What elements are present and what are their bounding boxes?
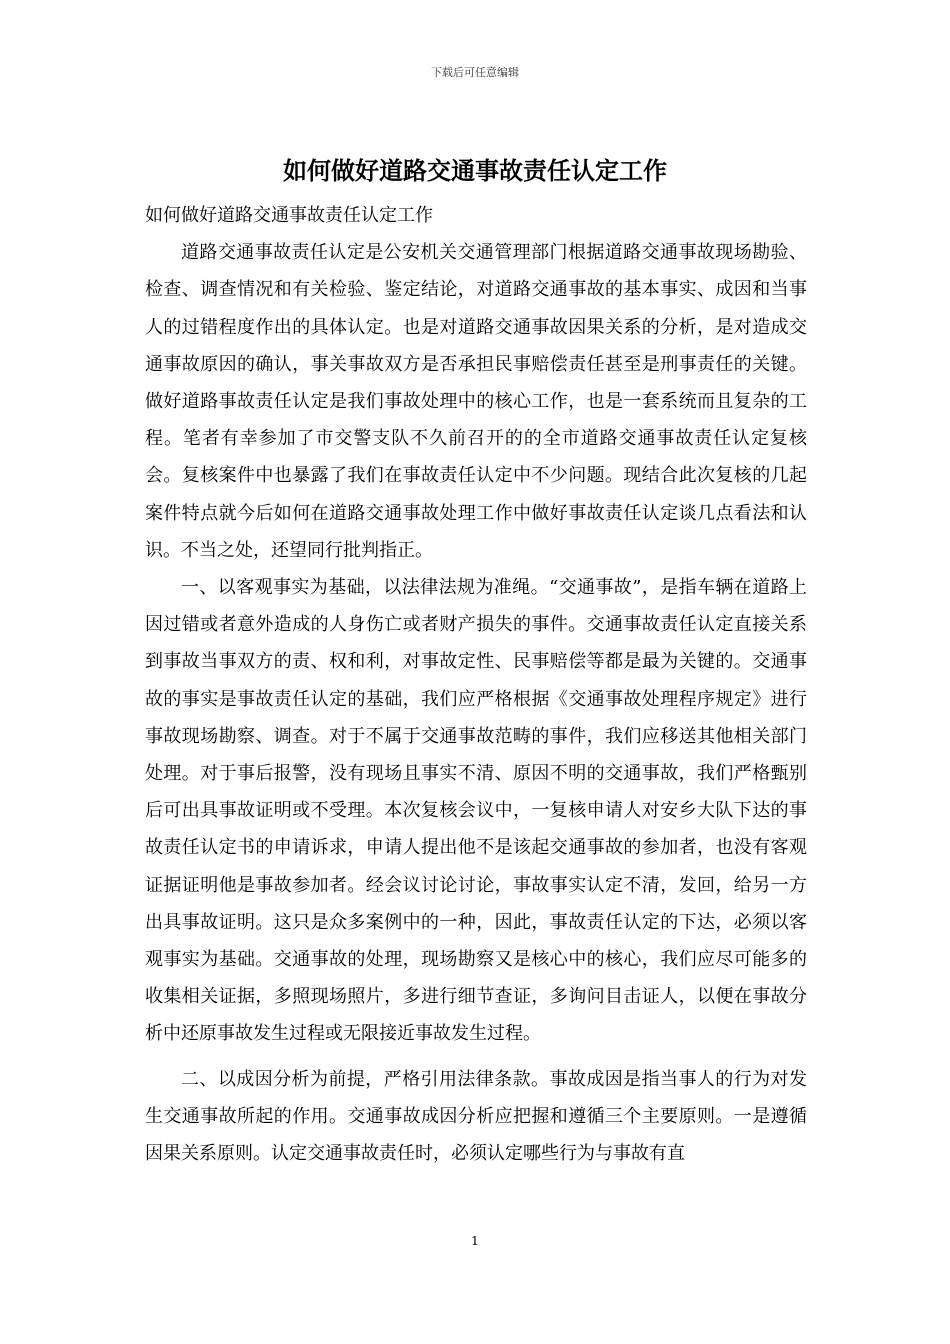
paragraph: 一、以客观事实为基础，以法律法规为准绳。“交通事故”，是指车辆在道路上因过错或者意外造成的人身伤亡或者财产损失的事件。交通事故责任认定直接关系到事故当事双方的责、权和利，对事故定性、民事赔偿等都是最为关键的。交通事故的事实是事故责任认定的基础，我们应严格根据《交通事故处理程序规定》进行事故现场勘察、调查。对于不属于交通事故范畴的事件，我们应移送其他相关部门处理。对于事后报警，没有现场且事实不清、原因不明的交通事故，我们严格甄别后可出具事故证明或不受理。本次复核会议中，一复核申请人对安乡大队下达的事故责任认定书的申请诉求，申请人提出他不是该起交通事故的参加者，也没有客观证据证明他是事故参加者。经会议讨论讨论，事故事实认定不清，发回，给另一方出具事故证明。这只是众多案例中的一种，因此，事故责任认定的下达，必须以客观事实为基础。交通事故的处理，现场勘察又是核心中的核心，我们应尽可能多的收集相关证据，多照现场照片，多进行细节查证，多询问目击证人，以便在事故分析中还原事故发生过程或无限接近事故发生过程。 <box>145 577 807 1045</box>
paragraph: 道路交通事故责任认定是公安机关交通管理部门根据道路交通事故现场勘验、检查、调查情况和有关检验、鉴定结论，对道路交通事故的基本事实、成因和当事人的过错程度作出的具体认定。也是对道路交通事故因果关系的分析，是对造成交通事故原因的确认，事关事故双方是否承担民事赔偿责任甚至是刑事责任的关键。做好道路事故责任认定是我们事故处理中的核心工作，也是一套系统而且复杂的工程。笔者有幸参加了市交警支队不久前召开的的全市道路交通事故责任认定复核会。复核案件中也暴露了我们在事故责任认定中不少问题。现结合此次复核的几起案件特点就今后如何在道路交通事故处理工作中做好事故责任认定谈几点看法和认识。不当之处，还望同行批判指正。 <box>145 242 807 561</box>
document-body <box>145 197 807 1172</box>
page-header: 下载后可任意编辑 <box>431 66 519 79</box>
document-subtitle: 如何做好道路交通事故责任认定工作 <box>145 205 433 226</box>
page-number: 1 <box>471 1234 479 1248</box>
paragraph: 二、以成因分析为前提，严格引用法律条款。事故成因是指当事人的行为对发生交通事故所起的作用。交通事故成因分析应把握和遵循三个主要原则。一是遵循因果关系原则。认定交通事故责任时，必须认定哪些行为与事故有直 <box>145 1068 807 1165</box>
document-title: 如何做好道路交通事故责任认定工作 <box>283 156 667 185</box>
